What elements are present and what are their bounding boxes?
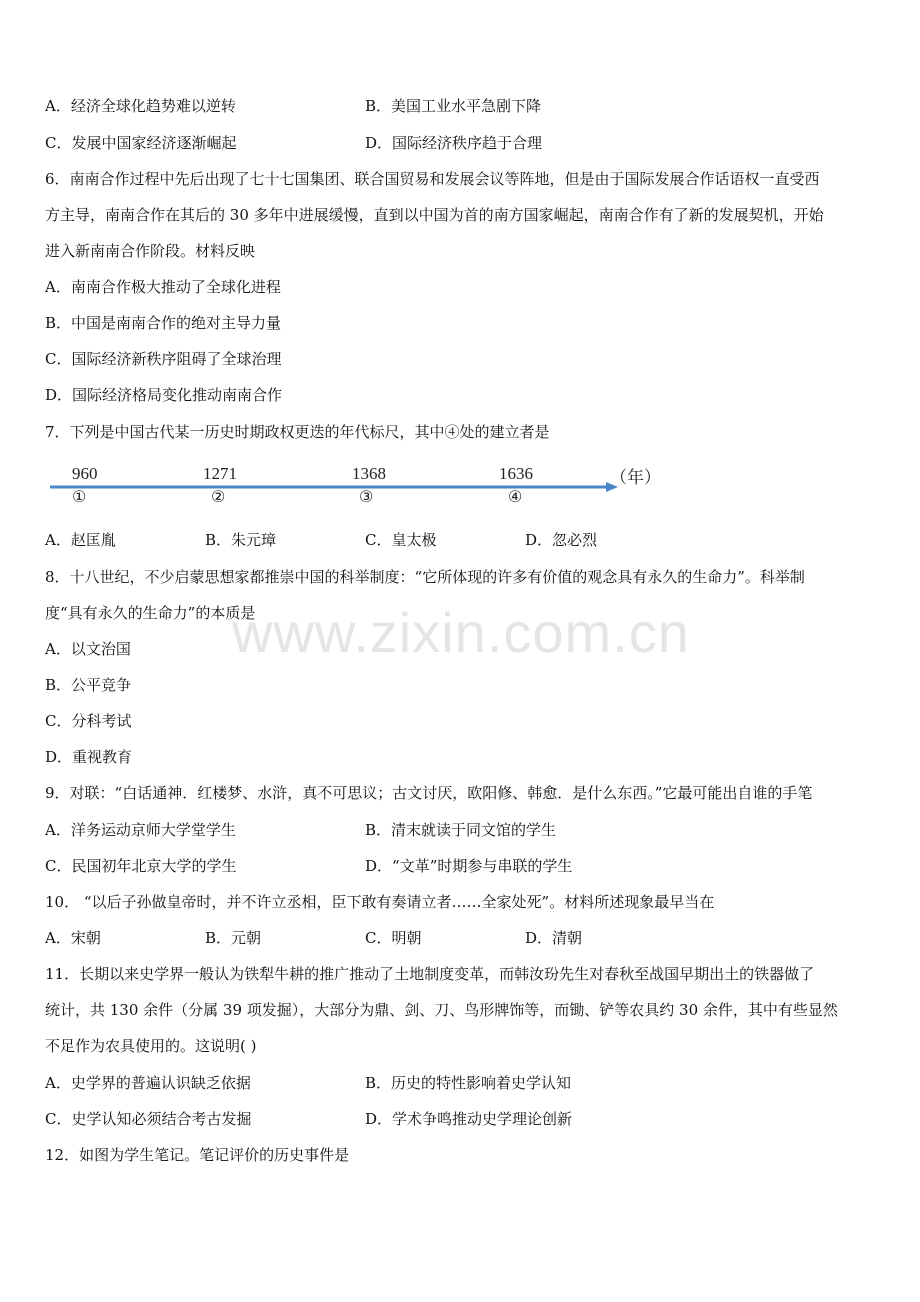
- q7-option-c[interactable]: C．皇太极: [365, 531, 437, 549]
- timeline-year-2: 1271: [203, 464, 237, 483]
- q7-option-b[interactable]: B．朱元璋: [205, 531, 277, 549]
- q10-option-c[interactable]: C．明朝: [365, 929, 422, 947]
- q7-stem: 7．下列是中国古代某一历史时期政权更迭的年代标尺，其中④处的建立者是: [45, 423, 550, 441]
- timeline-mark-3: ③: [359, 487, 374, 506]
- q5-option-a[interactable]: A．经济全球化趋势难以逆转: [45, 97, 236, 115]
- q12-stem: 12．如图为学生笔记。笔记评价的历史事件是: [45, 1146, 350, 1164]
- q7-option-d[interactable]: D．忽必烈: [525, 531, 598, 549]
- q11-option-c[interactable]: C．史学认知必须结合考古发掘: [45, 1110, 252, 1128]
- q9-stem: 9．对联：“白话通神．红楼梦、水浒，真不可思议；古文讨厌，欧阳修、韩愈．是什么东西。”它最可能出自谁的手笔: [45, 784, 813, 802]
- q5-option-b[interactable]: B．美国工业水平急剧下降: [365, 97, 542, 115]
- q8-option-b[interactable]: B．公平竞争: [45, 676, 132, 694]
- q5-option-d[interactable]: D．国际经济秩序趋于合理: [365, 134, 543, 152]
- timeline-year-4: 1636: [499, 464, 533, 483]
- timeline-year-3: 1368: [352, 464, 386, 483]
- q6-stem-line2: 方主导，南南合作在其后的 30 多年中进展缓慢，直到以中国为首的南方国家崛起，南南合作有了新的发展契机，开始: [45, 206, 824, 224]
- q7-option-a[interactable]: A．赵匡胤: [45, 531, 116, 549]
- q10-option-a[interactable]: A．宋朝: [45, 929, 101, 947]
- timeline-mark-1: ①: [72, 487, 87, 506]
- q9-option-d[interactable]: D．“文革”时期参与串联的学生: [365, 857, 573, 875]
- q7-timeline: [48, 460, 668, 512]
- q11-option-b[interactable]: B．历史的特性影响着史学认知: [365, 1074, 572, 1092]
- q9-option-c[interactable]: C．民国初年北京大学的学生: [45, 857, 237, 875]
- q10-option-b[interactable]: B．元朝: [205, 929, 262, 947]
- q8-stem-line1: 8．十八世纪，不少启蒙思想家都推崇中国的科举制度：“它所体现的许多有价值的观念具有永久的生命力”。科举制: [45, 568, 805, 586]
- q9-option-a[interactable]: A．洋务运动京师大学堂学生: [45, 821, 236, 839]
- timeline-mark-4: ④: [508, 487, 523, 506]
- timeline-mark-2: ②: [211, 487, 226, 506]
- q8-stem-line2: 度“具有永久的生命力”的本质是: [45, 604, 256, 622]
- q9-option-b[interactable]: B．清末就读于同文馆的学生: [365, 821, 557, 839]
- q8-option-c[interactable]: C．分科考试: [45, 712, 132, 730]
- watermark: www.zixin.com.cn: [232, 601, 690, 664]
- q11-option-d[interactable]: D．学术争鸣推动史学理论创新: [365, 1110, 573, 1128]
- timeline-year-1: 960: [72, 464, 98, 483]
- q8-option-a[interactable]: A．以文治国: [45, 640, 131, 658]
- q11-stem-line2: 统计，共 130 余件（分属 39 项发掘），大部分为鼎、剑、刀、鸟形牌饰等，而锄、铲等农具约 30 余件，其中有些显然: [45, 1001, 838, 1019]
- q11-option-a[interactable]: A．史学界的普遍认识缺乏依据: [45, 1074, 251, 1092]
- q6-option-c[interactable]: C．国际经济新秩序阻碍了全球治理: [45, 350, 282, 368]
- q10-option-d[interactable]: D．清朝: [525, 929, 583, 947]
- q6-option-d[interactable]: D．国际经济格局变化推动南南合作: [45, 386, 283, 404]
- q5-option-c[interactable]: C．发展中国家经济逐渐崛起: [45, 134, 237, 152]
- q6-stem-line1: 6．南南合作过程中先后出现了七十七国集团、联合国贸易和发展会议等阵地，但是由于国际发展合作话语权一直受西: [45, 170, 820, 188]
- q8-option-d[interactable]: D．重视教育: [45, 748, 133, 766]
- q6-stem-line3: 进入新南南合作阶段。材料反映: [45, 242, 256, 260]
- q11-stem-line3: 不足作为农具使用的。这说明( ): [45, 1037, 257, 1055]
- timeline-unit: （年）: [610, 468, 661, 488]
- q6-option-b[interactable]: B．中国是南南合作的绝对主导力量: [45, 314, 282, 332]
- q10-stem: 10． “以后子孙做皇帝时，并不许立丞相，臣下敢有奏请立者……全家处死”。材料所述现象最早当在: [45, 893, 715, 911]
- q6-option-a[interactable]: A．南南合作极大推动了全球化进程: [45, 278, 281, 296]
- q11-stem-line1: 11．长期以来史学界一般认为铁犁牛耕的推广推动了土地制度变革，而韩汝玢先生对春秋至战国早期出土的铁器做了: [45, 965, 815, 983]
